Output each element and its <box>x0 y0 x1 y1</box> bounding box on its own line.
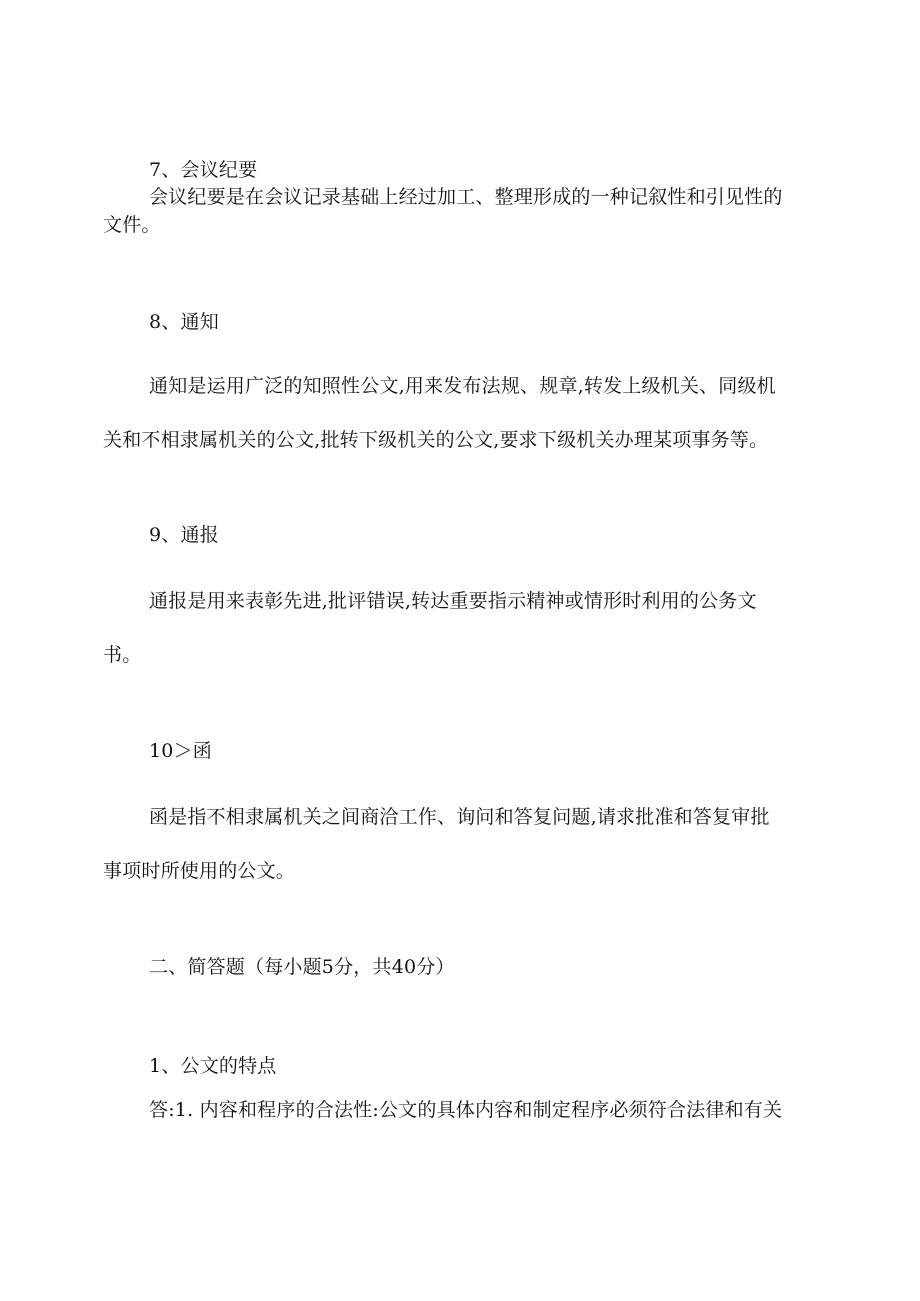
section-7-paragraph-line-2: 文件。 <box>103 214 161 236</box>
part-2-heading: 二、简答题（每小题5分，共40分） <box>149 956 455 978</box>
section-10-heading: 10＞函 <box>149 740 212 762</box>
section-9-paragraph-line-1: 通报是用来表彰先进,批评错误,转达重要指示精神或情形时利用的公务文 <box>149 590 757 612</box>
section-10-paragraph-line-1: 函是指不相隶属机关之间商洽工作、询问和答复问题,请求批准和答复审批 <box>149 806 770 828</box>
section-7-paragraph-line-1: 会议纪要是在会议记录基础上经过加工、整理形成的一种记叙性和引见性的 <box>149 186 783 208</box>
section-8-paragraph-line-2: 关和不相隶属机关的公文,批转下级机关的公文,要求下级机关办理某项事务等。 <box>103 429 769 451</box>
section-8-heading: 8、通知 <box>149 311 219 333</box>
section-8-paragraph-line-1: 通知是运用广泛的知照性公文,用来发布法规、规章,转发上级机关、同级机 <box>149 375 776 397</box>
section-10-paragraph-line-2: 事项时所使用的公文。 <box>103 860 296 882</box>
question-1-heading: 1、公文的特点 <box>149 1055 277 1077</box>
section-9-heading: 9、通报 <box>149 524 219 546</box>
section-7-heading: 7、会议纪要 <box>149 159 258 181</box>
question-1-answer-line-1: 答:1. 内容和程序的合法性:公文的具体内容和制定程序必须符合法律和有关 <box>149 1099 783 1121</box>
section-9-paragraph-line-2: 书。 <box>103 644 142 666</box>
